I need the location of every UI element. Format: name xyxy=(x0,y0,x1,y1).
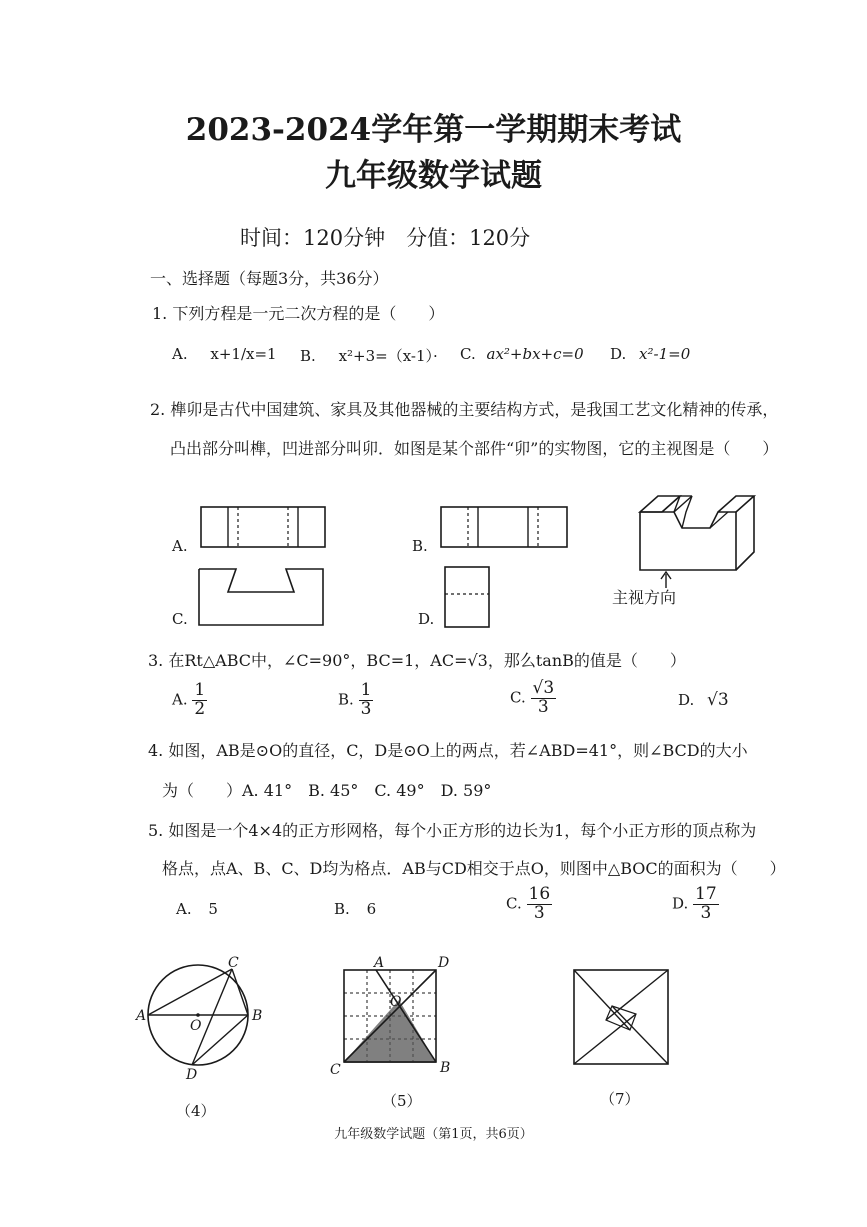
q2-a-label: A. xyxy=(172,537,188,555)
q3-b-label: B. xyxy=(338,690,354,709)
q3-a-num: 1 xyxy=(194,680,206,700)
q3-d-text: √3 xyxy=(707,690,729,710)
q1-b-text: x²+3=（x-1）· xyxy=(338,347,438,365)
q3-d-label: D. xyxy=(678,691,695,709)
q1-option-d xyxy=(610,345,690,363)
fig4-point-d: D xyxy=(186,1067,198,1083)
figure-4-caption: （4） xyxy=(176,1102,216,1120)
q2-d-label: D. xyxy=(418,610,435,628)
q1-c-text: ax²+bx+c=0 xyxy=(486,345,584,363)
q5-stem-line2: 格点，点A、B、C、D均为格点．AB与CD相交于点O，则图中△BOC的面积为（ ） xyxy=(162,859,786,878)
q2-b-label: B. xyxy=(412,537,428,555)
q3-option-c xyxy=(510,680,556,717)
q5-stem-line1: 5. 如图是一个4×4的正方形网格，每个小正方形的边长为1，每个小正方形的顶点称为 xyxy=(148,821,757,840)
q2-figure-c xyxy=(198,568,324,626)
fig5-point-o: O xyxy=(390,994,402,1010)
q2-figure-d xyxy=(444,566,490,628)
figure-7-caption: （7） xyxy=(600,1090,640,1108)
fig5-point-c: C xyxy=(330,1062,341,1078)
q1-option-b xyxy=(300,345,438,366)
q5-option-a xyxy=(176,900,218,918)
q5-a-text: 5 xyxy=(208,900,218,918)
q3-c-den: 3 xyxy=(537,696,549,717)
q1-b-label: B. xyxy=(300,347,316,365)
q3-c-label: C. xyxy=(510,688,526,707)
q4-stem-line1: 4. 如图，AB是⊙O的直径，C，D是⊙O上的两点，若∠ABD=41°，则∠BCD的大小 xyxy=(148,741,748,760)
q3-option-a xyxy=(172,682,207,719)
q5-a-label: A. xyxy=(176,900,192,918)
time-score-info: 时间：120分钟 分值：120分 xyxy=(240,226,531,250)
q3-b-den: 3 xyxy=(360,698,372,719)
figure-5-grid xyxy=(326,954,456,1076)
exam-title: 2023-2024学年第一学期期末考试 xyxy=(185,112,682,148)
q1-a-label: A. xyxy=(172,345,188,363)
fig4-point-o: O xyxy=(190,1018,202,1034)
exam-subtitle: 九年级数学试题 xyxy=(325,158,542,194)
q3-a-fraction xyxy=(192,682,207,719)
q3-a-den: 2 xyxy=(194,698,206,719)
q2-figure-b xyxy=(440,506,568,548)
q1-option-c xyxy=(460,345,584,363)
q5-d-fraction xyxy=(693,886,719,923)
q2-stem-line2: 凸出部分叫榫，凹进部分叫卯．如图是某个部件“卯”的实物图，它的主视图是（ ） xyxy=(170,439,779,458)
q2-3d-object-figure xyxy=(636,490,776,592)
q4-stem-line2: 为（ ）A. 41° B. 45° C. 49° D. 59° xyxy=(162,781,492,800)
fig5-point-b: B xyxy=(440,1060,451,1076)
figure-5-caption: （5） xyxy=(382,1092,422,1110)
fig5-point-d: D xyxy=(438,955,450,971)
q5-b-text: 6 xyxy=(366,900,377,918)
q2-view-direction-caption: 主视方向 xyxy=(612,588,677,607)
q1-stem: 1. 下列方程是一元二次方程的是（ ） xyxy=(152,304,445,323)
q2-figure-a xyxy=(200,506,326,548)
q3-option-b xyxy=(338,682,373,719)
fig5-point-a: A xyxy=(374,955,385,971)
q3-option-d xyxy=(678,690,729,710)
q1-option-a xyxy=(172,345,277,363)
figure-4-circle xyxy=(134,955,268,1085)
q3-b-fraction xyxy=(359,682,374,719)
q5-c-label: C. xyxy=(506,894,522,913)
q5-option-d xyxy=(672,886,719,923)
q5-c-num: 16 xyxy=(528,884,551,904)
q2-c-label: C. xyxy=(172,610,188,628)
fig4-point-a: A xyxy=(136,1008,147,1024)
q5-option-c xyxy=(506,886,552,923)
fig4-point-c: C xyxy=(228,955,239,971)
q3-a-label: A. xyxy=(172,690,188,709)
q1-a-text: x+1/x=1 xyxy=(210,345,277,363)
section-heading: 一、选择题（每题3分，共36分） xyxy=(150,269,389,288)
q1-d-label: D. xyxy=(610,345,627,363)
q3-stem: 3. 在Rt△ABC中，∠C=90°，BC=1，AC=√3，那么tanB的值是（ ） xyxy=(148,651,686,670)
q3-c-fraction xyxy=(531,680,557,717)
page-footer: 九年级数学试题（第1页，共6页） xyxy=(334,1127,533,1142)
fig4-point-b: B xyxy=(252,1008,263,1024)
q5-d-num: 17 xyxy=(695,884,717,904)
q3-b-num: 1 xyxy=(360,680,372,700)
q1-c-label: C. xyxy=(460,345,476,363)
q1-d-text: x²-1=0 xyxy=(639,345,691,363)
q5-d-label: D. xyxy=(672,894,689,913)
q5-b-label: B. xyxy=(334,900,350,918)
q5-c-fraction xyxy=(527,886,553,923)
q3-c-num: √3 xyxy=(532,678,555,698)
figure-7-square xyxy=(572,968,672,1070)
q5-d-den: 3 xyxy=(700,902,712,923)
q5-c-den: 3 xyxy=(533,902,545,923)
q5-option-b xyxy=(334,900,376,918)
q2-stem-line1: 2. 榫卯是古代中国建筑、家具及其他器械的主要结构方式，是我国工艺文化精神的传承， xyxy=(150,400,779,419)
